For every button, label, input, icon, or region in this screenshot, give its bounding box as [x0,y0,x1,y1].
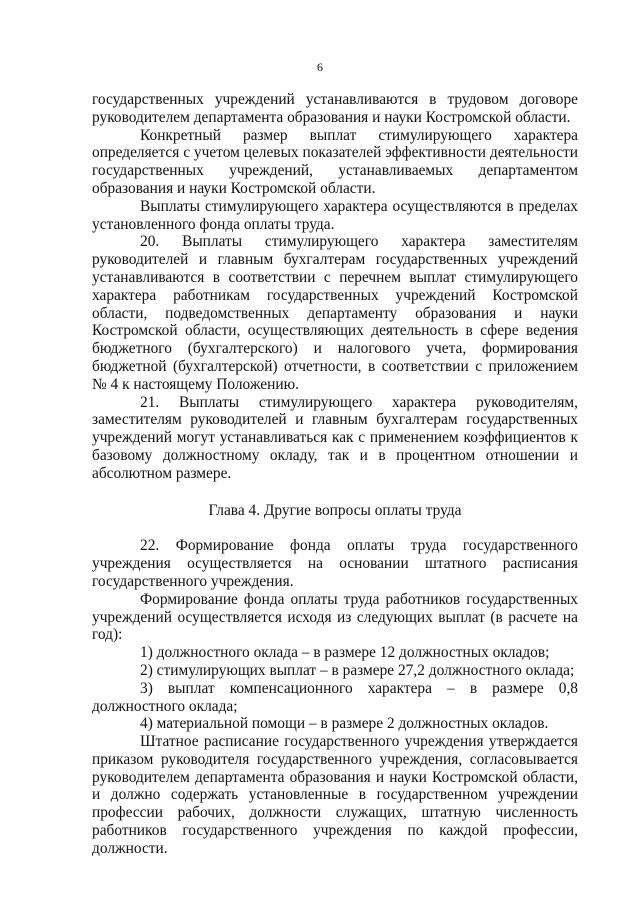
paragraph-fund-formation: Формирование фонда оплаты труда работников государственных учреждений осуществляется исходя из следующих выплат (в расчете на год): [92,590,578,644]
paragraph-item-21: 21. Выплаты стимулирующего характера руководителям, заместителям руководителей и главным бухгалтерам государственных учреждений могут устанавливаться как с применением коэффициентов к базовому должностному окладу, так и в процентном отношении и абсолютном размере. [92,393,578,482]
paragraph-stimulus-size: Конкретный размер выплат стимулирующего характера определяется с учетом целевых показателей эффективности деятельности государственных учреждений, устанавливаемых департаментом образования и науки Костромской области. [92,126,578,197]
paragraph-item-20: 20. Выплаты стимулирующего характера заместителям руководителей и главным бухгалтерам государственных учреждений устанавливаются в соответствии с перечнем выплат стимулирующего характера работникам государственных учреждений Костромской области, подведомственных департаменту образования и науки Костромской области, осуществляющих деятельность в сфере ведения бюджетного (бухгалтерского) и налогового учета, формирования бюджетной (бухгалтерской) отчетности, в соответствии с приложением № 4 к настоящему Положению. [92,233,578,393]
list-item: 1) должностного оклада – в размере 12 должностных окладов; [140,644,550,662]
page-number: 6 [317,60,323,74]
list-item: 4) материальной помощи – в размере 2 должностных окладов. [140,715,549,733]
list-item: 2) стимулирующих выплат – в размере 27,2 должностного оклада; [140,661,575,679]
list-item: 3) выплат компенсационного характера – в размере 0,8 должностного оклада; [92,679,578,715]
document-body [92,91,578,858]
chapter-heading: Глава 4. Другие вопросы оплаты труда [208,501,462,519]
paragraph-item-22: 22. Формирование фонда оплаты труда государственного учреждения осуществляется на основании штатного расписания государственного учреждения. [92,537,578,590]
paragraph-continuation: государственных учреждений устанавливаются в трудовом договоре руководителем департамента образования и науки Костромской области. [92,91,578,126]
paragraph-staff-schedule: Штатное расписание государственного учреждения утверждается приказом руководителя государственного учреждения, согласовывается руководителем департамента образования и науки Костромской области, и должно содержать установленные в государственном учреждении профессии рабочих, должности служащих, штатную численность работников государственного учреждения по каждой профессии, должности. [92,733,578,857]
paragraph-stimulus-limits: Выплаты стимулирующего характера осуществляются в пределах установленного фонда оплаты труда. [92,197,578,233]
